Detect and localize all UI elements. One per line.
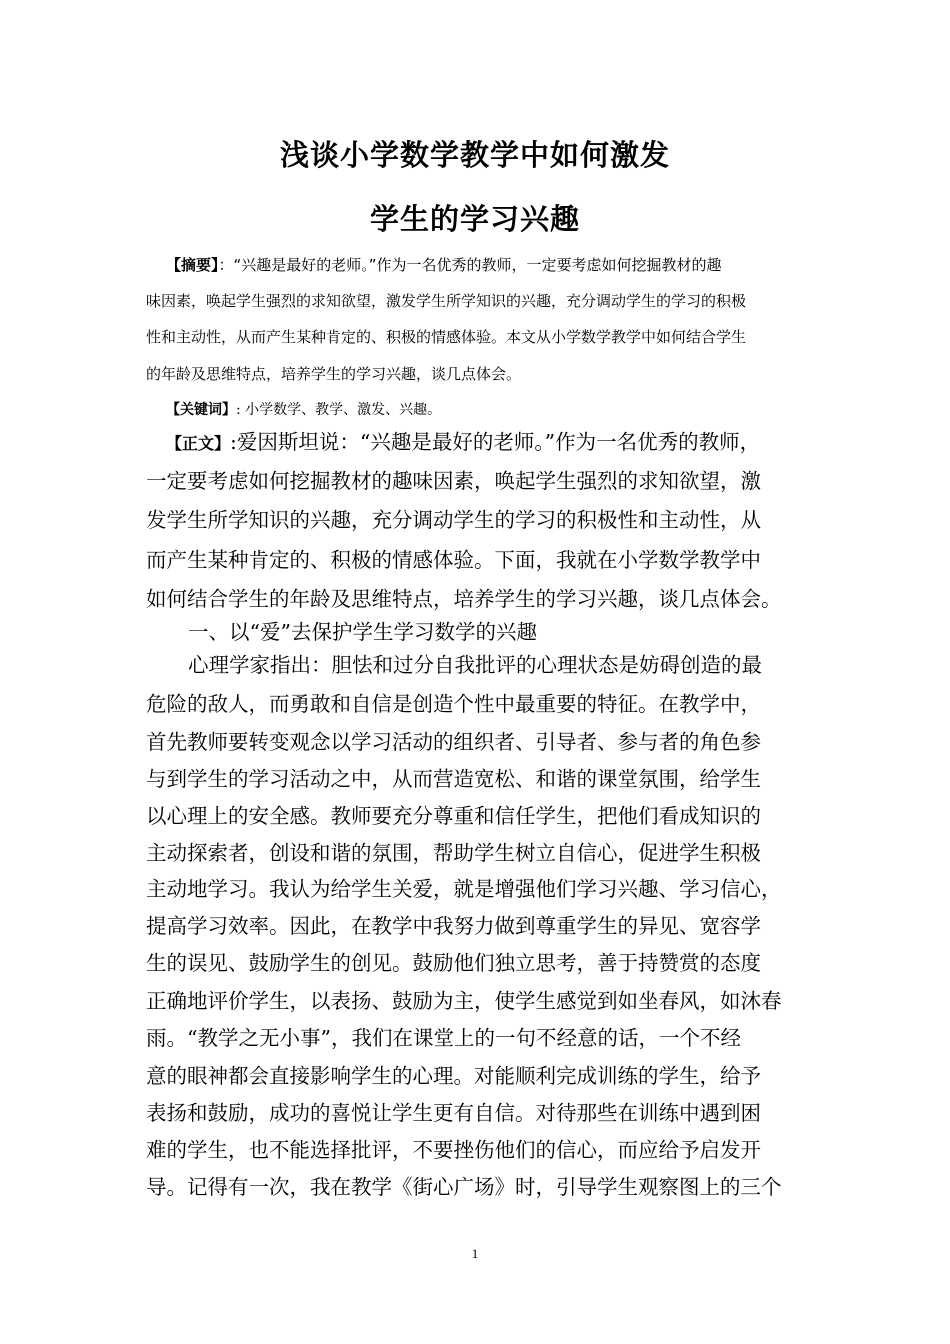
title-line-2: 学生的学习兴趣 [369, 202, 580, 236]
body-line: 【正文】:爱因斯坦说：“兴趣是最好的老师。”作为一名优秀的教师， [166, 430, 761, 454]
section-heading: 一、以“爱”去保护学生学习数学的兴趣 [188, 620, 537, 644]
body-line: 难的学生，也不能选择批评，不要挫伤他们的信心，而应给予启发开 [146, 1138, 761, 1162]
body-line: 与到学生的学习活动之中，从而营造宽松、和谐的课堂氛围，给学生 [146, 767, 761, 791]
body-line: 如何结合学生的年龄及思维特点，培养学生的学习兴趣，谈几点体会。 [146, 587, 782, 611]
body-line: 发学生所学知识的兴趣，充分调动学生的学习的积极性和主动性，从 [146, 508, 761, 532]
body-line: 危险的敌人，而勇敢和自信是创造个性中最重要的特征。在教学中， [146, 692, 761, 716]
abstract-label: 【摘要】 [166, 256, 219, 274]
abstract-line: 味因素，唤起学生强烈的求知欲望，激发学生所学知识的兴趣，充分调动学生的学习的积极 [146, 292, 747, 310]
body-line: 主动探索者，创设和谐的氛围，帮助学生树立自信心，促进学生积极 [146, 841, 761, 865]
body-line: 而产生某种肯定的、积极的情感体验。下面，我就在小学数学教学中 [146, 548, 761, 572]
body-line: 生的误见、鼓励学生的创见。鼓励他们独立思考，善于持赞赏的态度 [146, 951, 761, 975]
body-line: 雨。“教学之无小事”，我们在课堂上的一句不经意的话，一个不经 [146, 1026, 741, 1050]
body-line: 首先教师要转变观念以学习活动的组织者、引导者、参与者的角色参 [146, 730, 761, 754]
body-line: 提高学习效率。因此，在教学中我努力做到尊重学生的异见、宽容学 [146, 914, 761, 938]
body-label: 【正文】 [166, 434, 231, 453]
body-line: 正确地评价学生，以表扬、鼓励为主，使学生感觉到如坐春风，如沐春 [146, 989, 782, 1013]
abstract [146, 255, 811, 395]
title-line-1: 浅谈小学数学教学中如何激发 [279, 138, 670, 172]
body-line: 以心理上的安全感。教师要充分尊重和信任学生，把他们看成知识的 [146, 804, 761, 828]
keywords-value: : 小学数学、教学、激发、兴趣。 [236, 402, 442, 418]
body-line: 一定要考虑如何挖掘教材的趣味因素，唤起学生强烈的求知欲望，激 [146, 469, 761, 493]
body-line: 主动地学习。我认为给学生关爱，就是增强他们学习兴趣、学习信心， [146, 877, 782, 901]
body-line: 导。记得有一次，我在教学《街心广场》时，引导学生观察图上的三个 [146, 1175, 782, 1199]
keywords-label: 【关键词】 [166, 402, 236, 418]
keywords [146, 400, 811, 420]
abstract-line: 【摘要】：“兴趣是最好的老师。”作为一名优秀的教师，一定要考虑如何挖掘教材的趣 [166, 256, 722, 274]
body-line: 表扬和鼓励，成功的喜悦让学生更有自信。对待那些在训练中遇到困 [146, 1101, 761, 1125]
abstract-line: 的年龄及思维特点，培养学生的学习兴趣，谈几点体会。 [146, 365, 522, 383]
page-number: 1 [471, 1246, 479, 1261]
body-line: 心理学家指出：胆怯和过分自我批评的心理状态是妨碍创造的最 [188, 653, 762, 677]
abstract-line: 性和主动性，从而产生某种肯定的、积极的情感体验。本文从小学数学教学中如何结合学生 [146, 328, 747, 346]
body-line: 意的眼神都会直接影响学生的心理。对能顺利完成训练的学生，给予 [146, 1064, 761, 1088]
